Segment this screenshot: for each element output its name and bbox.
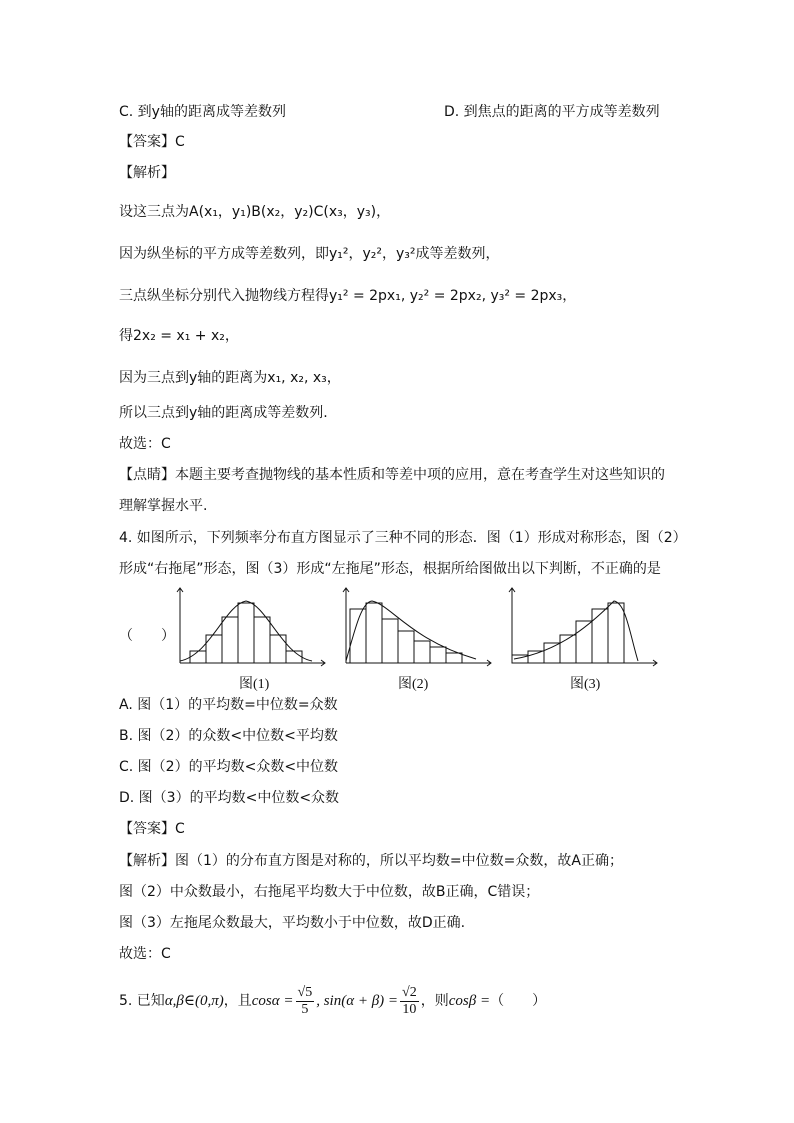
q3-answer: 【答案】C — [119, 134, 185, 150]
q3-analysis-label: 【解析】 — [119, 165, 175, 181]
figure-2-label: 图(2) — [398, 677, 429, 692]
q4-answer: 【答案】C — [119, 821, 185, 837]
q3-comment-1: 【点睛】本题主要考查抛物线的基本性质和等差中项的应用，意在考查学生对这些知识的 — [119, 467, 665, 483]
q5-fraction-1-numerator: √5 — [297, 984, 313, 1000]
figure-3-label: 图(3) — [570, 677, 601, 692]
q4-stem-1: 4. 如图所示，下列频率分布直方图显示了三种不同的形态．图（1）形成对称形态，图（2） — [119, 530, 687, 546]
q5-prefix: 5. 已知 — [119, 993, 165, 1009]
q3-choose: 故选：C — [119, 436, 171, 452]
q4-choose: 故选：C — [119, 946, 171, 962]
q4-analysis-3: 图（3）左拖尾众数最大，平均数小于中位数，故D正确. — [119, 915, 466, 931]
q5-fraction-2-denominator: 10 — [402, 1001, 417, 1017]
q3-step4: 得2x₂ = x₁ + x₂， — [119, 328, 239, 344]
q3-step1: 设这三点为A(x₁，y₁)B(x₂，y₂)C(x₃，y₃)， — [119, 204, 391, 220]
q5-cos-alpha: cosα = — [251, 993, 294, 1009]
q5-mid: ，且 — [223, 993, 252, 1009]
q5-blank: （ ） — [490, 993, 547, 1009]
q3-option-c: C. 到y轴的距离成等差数列 — [119, 104, 286, 120]
q4-blank: （ ） — [119, 628, 175, 644]
q5-condition: α,β∈(0,π) — [164, 993, 224, 1009]
q4-stem-2: 形成“右拖尾”形态，图（3）形成“左拖尾”形态，根据所给图做出以下判断，不正确的是 — [119, 561, 661, 577]
q4-option-b: B. 图（2）的众数<中位数<平均数 — [119, 728, 338, 744]
q5-cos-beta: cosβ = — [448, 993, 491, 1009]
histogram-figure-1 — [170, 585, 330, 670]
histogram-figure-3 — [502, 585, 662, 670]
q4-analysis-2: 图（2）中众数最小，右拖尾平均数大于中位数，故B正确，C错误； — [119, 884, 540, 900]
histogram-figure-2 — [336, 585, 496, 670]
q5-sin-sum: , sin(α + β) = — [316, 993, 399, 1009]
q3-step6: 所以三点到y轴的距离成等差数列. — [119, 405, 328, 421]
q5-stem — [119, 982, 546, 1020]
q5-fraction-1-denominator: 5 — [301, 1001, 309, 1017]
q5-then: ，则 — [420, 993, 449, 1009]
q3-comment-2: 理解掌握水平. — [119, 498, 208, 514]
q4-option-c: C. 图（2）的平均数<众数<中位数 — [119, 759, 339, 775]
figure-1-label: 图(1) — [239, 677, 270, 692]
q5-fraction-2-numerator: √2 — [402, 984, 417, 1000]
q5-fraction-1 — [296, 985, 315, 1018]
q3-option-d: D. 到焦点的距离的平方成等差数列 — [444, 104, 660, 120]
q5-fraction-2 — [400, 985, 419, 1018]
q3-step5: 因为三点到y轴的距离为x₁, x₂, x₃， — [119, 370, 341, 386]
q4-analysis-1: 【解析】图（1）的分布直方图是对称的，所以平均数=中位数=众数，故A正确； — [119, 853, 623, 869]
q4-option-d: D. 图（3）的平均数<中位数<众数 — [119, 790, 340, 806]
q3-step3: 三点纵坐标分别代入抛物线方程得y₁² = 2px₁, y₂² = 2px₂, y₃² = 2px₃， — [119, 288, 577, 304]
q4-option-a: A. 图（1）的平均数=中位数=众数 — [119, 697, 338, 713]
q3-step2: 因为纵坐标的平方成等差数列，即y₁²，y₂²，y₃²成等差数列， — [119, 246, 500, 262]
